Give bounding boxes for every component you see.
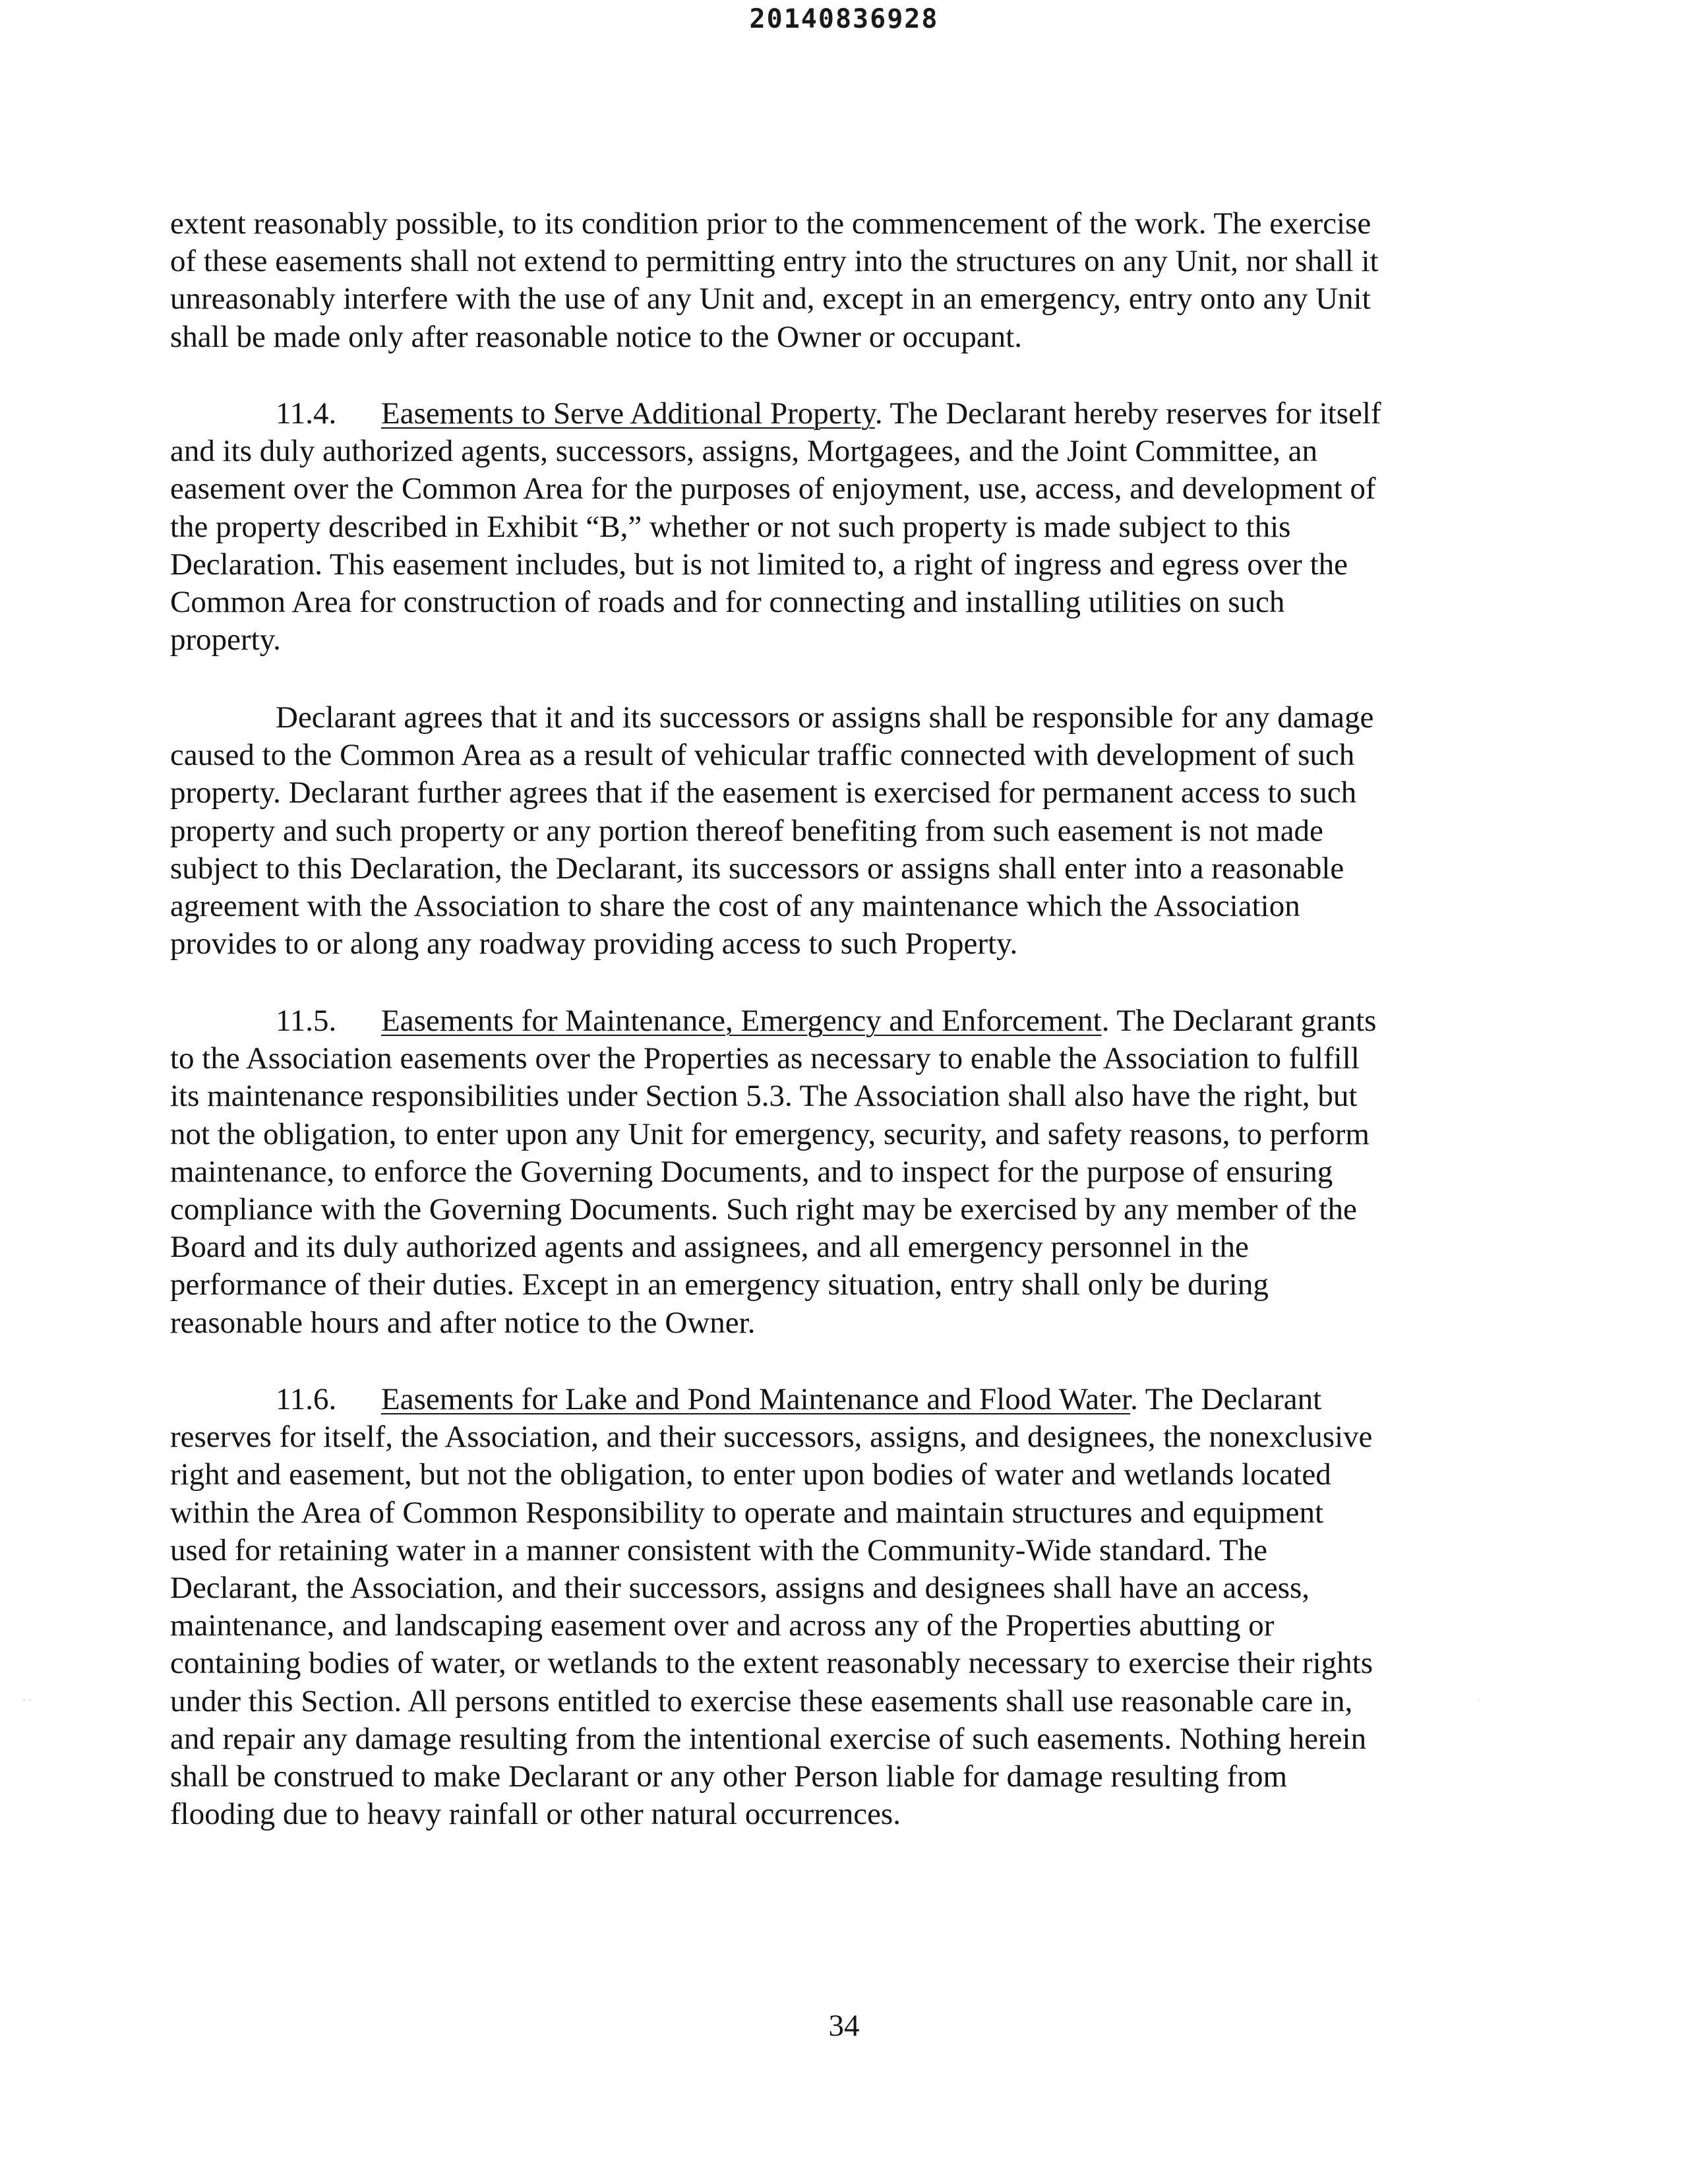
scan-artifact: ·	[1477, 1695, 1480, 1705]
paragraph-continuation	[170, 205, 1464, 356]
section-11-6-heading: Easements for Lake and Pond Maintenance and Flood Water	[381, 1382, 1131, 1416]
section-11-5-body: . The Declarant grants to the Association easements over the Properties as necessary to enable the Association to fulfill its maintenance responsibilities under Section 5.3. The Association shall also have the right, but not the obligation, to enter upon any Unit for emergency, security, and safety reasons, to perform maintenance, to enforce the Governing Documents, and to inspect for the purpose of ensuring compliance with the Governing Documents. Such right may be exercised by any member of the Board and its duly authorized agents and assignees, and all emergency personnel in the performance of their duties. Except in an emergency situation, entry shall only be during reasonable hours and after notice to the Owner.	[170, 1004, 1377, 1340]
section-11-5-heading: Easements for Maintenance, Emergency and Enforcement	[381, 1004, 1102, 1038]
paragraph-text: extent reasonably possible, to its condition prior to the commencement of the work. The exercise of these easements shall not extend to permitting entry into the structures on any Unit, nor shall it unreasonably interfere with the use of any Unit and, except in an emergency, entry onto any Unit shall be made only after reasonable notice to the Owner or occupant.	[170, 206, 1379, 354]
declarant-paragraph	[170, 699, 1464, 963]
section-11-5-block	[170, 1002, 1464, 1342]
section-11-6-paragraph	[170, 1381, 1464, 1833]
section-11-4-paragraph	[170, 395, 1464, 659]
section-11-4-num: 11.4.	[276, 396, 337, 431]
section-11-4-block	[170, 395, 1464, 659]
section-11-5-num: 11.5.	[276, 1004, 337, 1038]
section-11-4-body: . The Declarant hereby reserves for itself and its duly authorized agents, successors, assigns, Mortgagees, and the Joint Committee, an easement over the Common Area for the purposes of enjoyment, use, access, and development of the property described in Exhibit “B,” whether or not such property is made subject to this Declaration. This easement includes, but is not limited to, a right of ingress and egress over the Common Area for construction of roads and for connecting and installing utilities on such property.	[170, 396, 1381, 657]
section-11-4-heading: Easements to Serve Additional Property	[381, 396, 875, 431]
section-11-6-block	[170, 1381, 1464, 1833]
scan-artifact: - -	[22, 1695, 32, 1705]
page-number: 34	[828, 2009, 860, 2043]
section-11-6-body: . The Declarant reserves for itself, the Association, and their successors, assigns, and designees, the nonexclusive right and easement, but not the obligation, to enter upon bodies of water and wetlands located within the Area of Common Responsibility to operate and maintain structures and equipment used for retaining water in a manner consistent with the Community-Wide standard. The Declarant, the Association, and their successors, assigns and designees shall have an access, maintenance, and landscaping easement over and across any of the Properties abutting or containing bodies of water, or wetlands to the extent reasonably necessary to exercise their rights under this Section. All persons entitled to exercise these easements shall use reasonable care in, and repair any damage resulting from the intentional exercise of such easements. Nothing herein shall be construed to make Declarant or any other Person liable for damage resulting from flooding due to heavy rainfall or other natural occurrences.	[170, 1382, 1373, 1832]
section-11-5-paragraph	[170, 1002, 1464, 1342]
declarant-paragraph-block	[170, 699, 1464, 963]
document-number: 20140836928	[749, 4, 939, 34]
declarant-paragraph-text: Declarant agrees that it and its successors or assigns shall be responsible for any damage caused to the Common Area as a result of vehicular traffic connected with development of such property. Declarant further agrees that if the easement is exercised for permanent access to such property and such property or any portion thereof benefiting from such easement is not made subject to this Declaration, the Declarant, its successors or assigns shall enter into a reasonable agreement with the Association to share the cost of any maintenance which the Association provides to or along any roadway providing access to such Property.	[170, 700, 1374, 961]
section-11-6-num: 11.6.	[276, 1382, 337, 1416]
